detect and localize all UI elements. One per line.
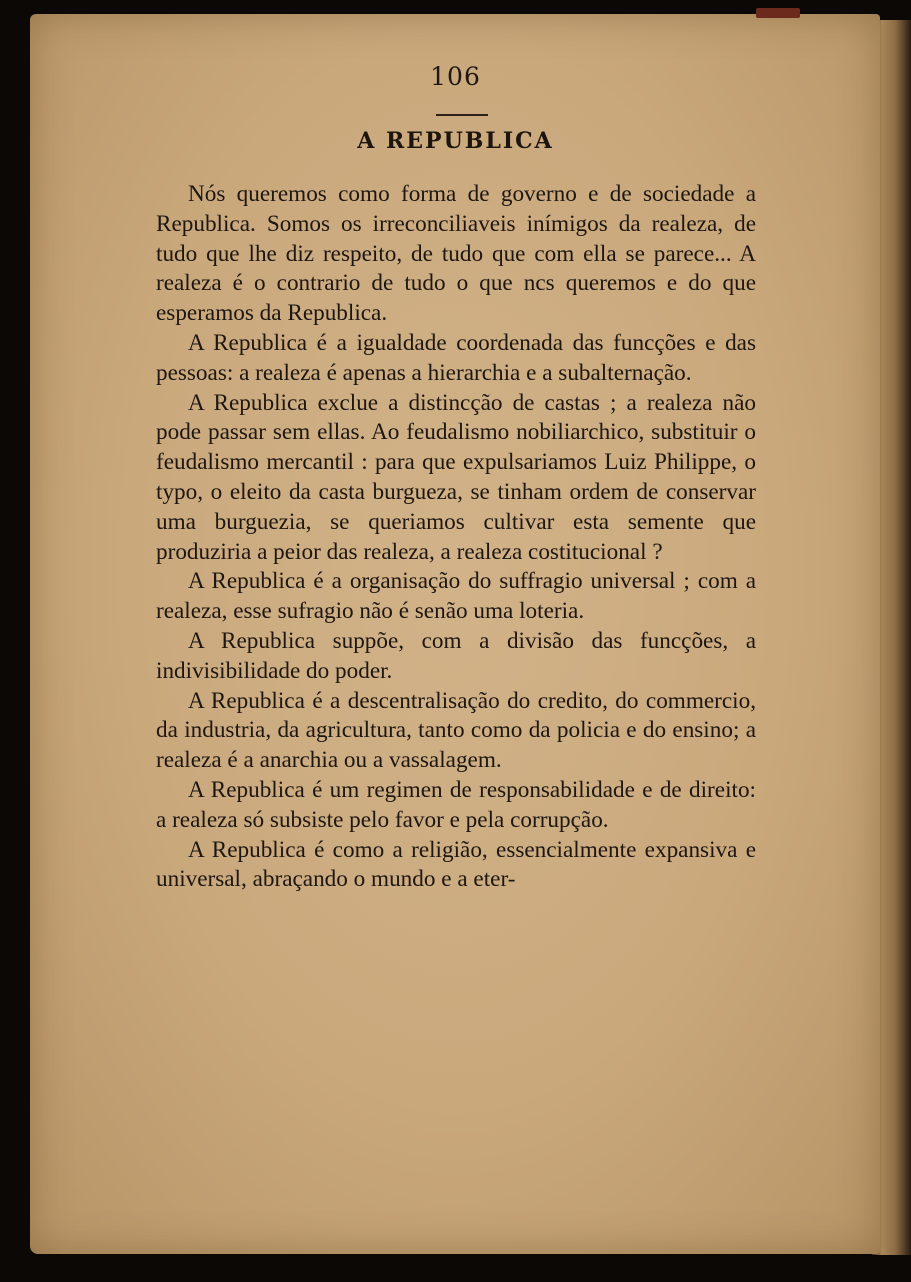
paragraph: A Republica é como a religião, essencialmente expansiva e universal, abraçando o mundo e a eter- — [156, 836, 756, 893]
paragraph: A Republica é um regimen de responsabilidade e de direito: a realeza só subsiste pelo favor e pela corrupção. — [156, 776, 756, 833]
page-number: 106 — [430, 62, 481, 91]
paragraph: A Republica suppõe, com a divisão das funcções, a indivisibilidade do poder. — [156, 627, 756, 684]
paragraph: Nós queremos como forma de governo e de sociedade a Republica. Somos os irreconciliaveis inímigos da realeza, de tudo que lhe diz respeito, de tudo que com ella se parece... A realeza é o contrario de tudo o que ncs queremos e do que esperamos da Republica. — [156, 181, 756, 327]
paragraph: A Republica é a organisação do suffragio universal ; com a realeza, esse sufragio não é senão uma loteria. — [156, 568, 756, 625]
paragraph: A Republica é a igualdade coordenada das funcções e das pessoas: a realeza é apenas a hierarchia e a subalternação. — [156, 329, 756, 386]
paragraph: A Republica é a descentralisação do credito, do commercio, da industria, da agricultura, tanto como da policia e do ensino; a realeza é a anarchia ou a vassalagem. — [156, 687, 756, 774]
page-stain — [756, 8, 800, 18]
title-rule — [436, 114, 488, 116]
body-text — [156, 180, 756, 895]
paragraph: A Republica exclue a distincção de castas ; a realeza não pode passar sem ellas. Ao feudalismo nobiliarchico, substituir o feudalismo mercantil : para que expulsariamos Luiz Philippe, o typo, o eleito da casta burgueza, se tinham ordem de conservar uma burguezia, se queriamos cultivar esta semente que produziria a peior das realeza, a realeza costitucional ? — [156, 389, 756, 565]
chapter-title: A REPUBLICA — [357, 128, 554, 154]
